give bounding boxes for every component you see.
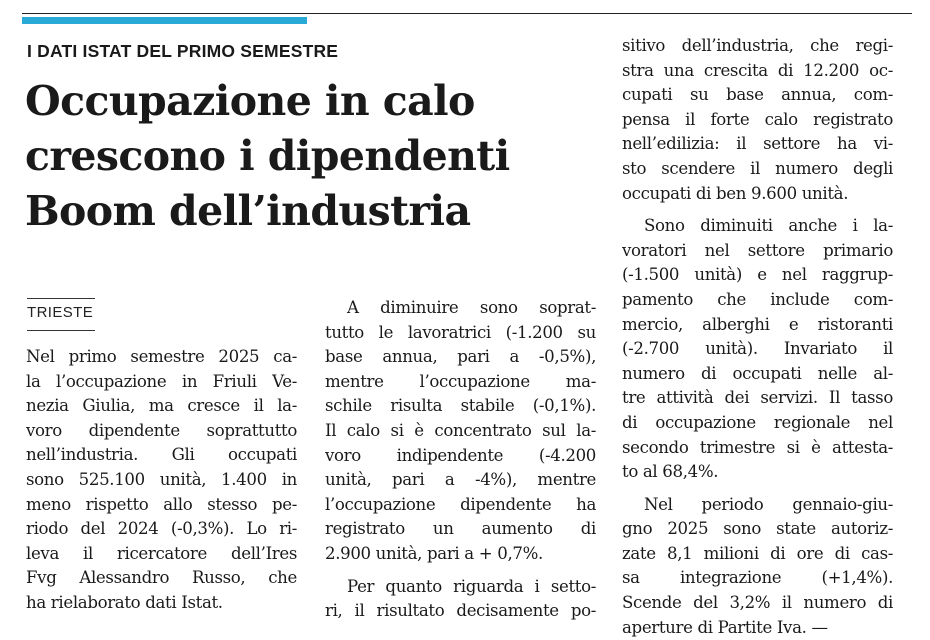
top-rule	[22, 13, 912, 14]
dateline: TRIESTE	[27, 304, 94, 321]
text-line: sitivo dell’industria, che regi-	[622, 36, 893, 55]
text-line: sono 525.100 unità, 1.400 in	[26, 469, 297, 489]
text-line: schile risulta stabile (-0,1%).	[325, 396, 596, 416]
text-line: (-1.500 unità) e nel raggrup-	[622, 265, 893, 285]
text-line: di occupazione regionale nel	[622, 412, 893, 432]
text-line: aperture di Partite Iva. —	[622, 617, 828, 637]
text-line: nell’edilizia: il settore ha vi-	[622, 134, 893, 154]
text-line: tre attività dei servizi. Il tasso	[622, 388, 893, 408]
text-line: voro dipendente soprattutto	[26, 420, 297, 440]
text-line: registrato un aumento di	[325, 519, 596, 539]
text-line: nezia Giulia, ma cresce il la-	[26, 396, 297, 416]
text-line: meno rispetto allo stesso pe-	[26, 494, 297, 514]
text-line: stra una crescita di 12.200 oc-	[622, 60, 893, 80]
article-column-2	[325, 296, 596, 624]
text-line: ri, il risultato decisamente po-	[325, 601, 596, 621]
text-line: voro indipendente (-4.200	[325, 445, 596, 465]
article-column-3	[622, 34, 893, 640]
text-line: Il calo si è concentrato sul la-	[325, 420, 596, 440]
text-line: base annua, pari a -0,5%),	[325, 347, 596, 367]
kicker: I DATI ISTAT DEL PRIMO SEMESTRE	[27, 41, 339, 61]
text-line: Nel periodo gennaio-giu-	[644, 494, 893, 514]
text-line: numero di occupati nelle al-	[622, 363, 893, 383]
text-line: Fvg Alessandro Russo, che	[26, 568, 297, 588]
dateline-rule-bottom	[27, 330, 95, 331]
headline-line: crescono i dipendenti	[25, 132, 510, 180]
text-line: Nel primo semestre 2025 ca-	[26, 347, 297, 366]
text-line: 2.900 unità, pari a + 0,7%.	[325, 543, 543, 563]
text-line: ha rielaborato dati Istat.	[26, 592, 223, 612]
text-line: Sono diminuiti anche i la-	[644, 216, 893, 236]
text-line: l’occupazione dipendente ha	[325, 494, 596, 514]
text-line: gno 2025 sono state autoriz-	[622, 519, 893, 539]
text-line: la l’occupazione in Friuli Ve-	[26, 371, 297, 391]
text-line: voratori nel settore primario	[622, 240, 893, 260]
paragraph-gap	[325, 567, 596, 575]
text-line: zate 8,1 milioni di ore di cas-	[622, 543, 893, 563]
text-line: nell’industria. Gli occupati	[26, 445, 297, 465]
text-line: (-2.700 unità). Invariato il	[622, 339, 893, 359]
text-line: riodo del 2024 (-0,3%). Lo ri-	[26, 519, 297, 539]
text-line: secondo trimestre si è attesta-	[622, 437, 893, 457]
text-line: pensa il forte calo registrato	[622, 109, 893, 129]
text-line: tutto le lavoratrici (-1.200 su	[325, 322, 596, 342]
paragraph-gap	[622, 485, 893, 493]
text-line: mercio, alberghi e ristoranti	[622, 314, 893, 334]
text-line: leva il ricercatore dell’Ires	[26, 543, 297, 563]
text-line: mentre l’occupazione ma-	[325, 371, 596, 391]
headline	[25, 74, 605, 239]
headline-line: Boom dell’industria	[25, 187, 471, 235]
text-line: A diminuire sono soprat-	[347, 298, 596, 317]
text-line: sa integrazione (+1,4%).	[622, 568, 893, 588]
text-line: Scende del 3,2% il numero di	[622, 593, 893, 613]
text-line: Per quanto riguarda i setto-	[347, 576, 596, 596]
headline-line: Occupazione in calo	[25, 77, 475, 125]
text-line: unità, pari a -4%), mentre	[325, 470, 596, 490]
text-line: cupati su base annua, com-	[622, 85, 893, 105]
dateline-rule-top	[27, 298, 95, 299]
paragraph-gap	[622, 206, 893, 214]
article-column-1	[26, 345, 297, 616]
text-line: pamento che include com-	[622, 289, 893, 309]
text-line: sto scendere il numero degli	[622, 158, 893, 178]
text-line: to al 68,4%.	[622, 462, 719, 482]
text-line: occupati di ben 9.600 unità.	[622, 183, 849, 203]
section-accent-bar	[22, 17, 307, 24]
